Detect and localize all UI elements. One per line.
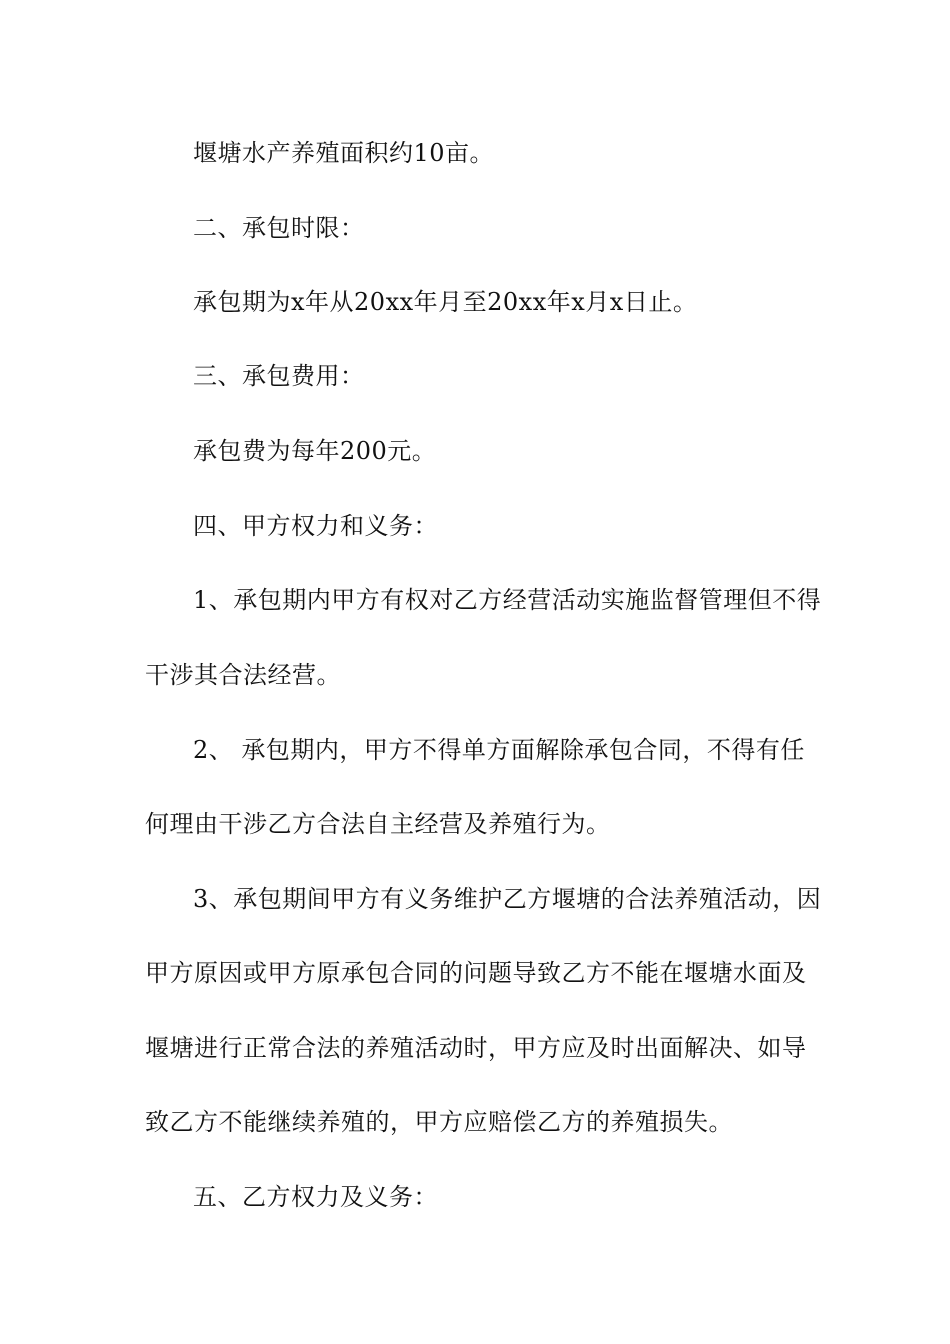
section-heading: 二、承包时限： bbox=[193, 214, 365, 242]
section-heading: 四、甲方权力和义务： bbox=[193, 512, 438, 540]
paragraph-line: 致乙方不能继续养殖的，甲方应赔偿乙方的养殖损失。 bbox=[145, 1108, 733, 1136]
paragraph-line: 干涉其合法经营。 bbox=[145, 661, 341, 689]
section-heading: 三、承包费用： bbox=[193, 362, 365, 390]
paragraph-line: 承包期为x年从20xx年月至20xx年x月x日止。 bbox=[193, 288, 698, 316]
paragraph-line: 甲方原因或甲方原承包合同的问题导致乙方不能在堰塘水面及 bbox=[145, 959, 807, 987]
paragraph-line: 承包费为每年200元。 bbox=[193, 437, 437, 465]
paragraph-line: 何理由干涉乙方合法自主经营及养殖行为。 bbox=[145, 810, 611, 838]
section-heading: 五、乙方权力及义务： bbox=[193, 1183, 438, 1211]
paragraph-line: 3、承包期间甲方有义务维护乙方堰塘的合法养殖活动，因 bbox=[193, 885, 822, 913]
paragraph-line: 2、 承包期内，甲方不得单方面解除承包合同，不得有任 bbox=[193, 736, 805, 764]
paragraph-line: 堰塘水产养殖面积约10亩。 bbox=[193, 139, 495, 167]
paragraph-line: 1、承包期内甲方有权对乙方经营活动实施监督管理但不得 bbox=[193, 586, 822, 614]
paragraph-line: 堰塘进行正常合法的养殖活动时，甲方应及时出面解决、如导 bbox=[145, 1034, 807, 1062]
